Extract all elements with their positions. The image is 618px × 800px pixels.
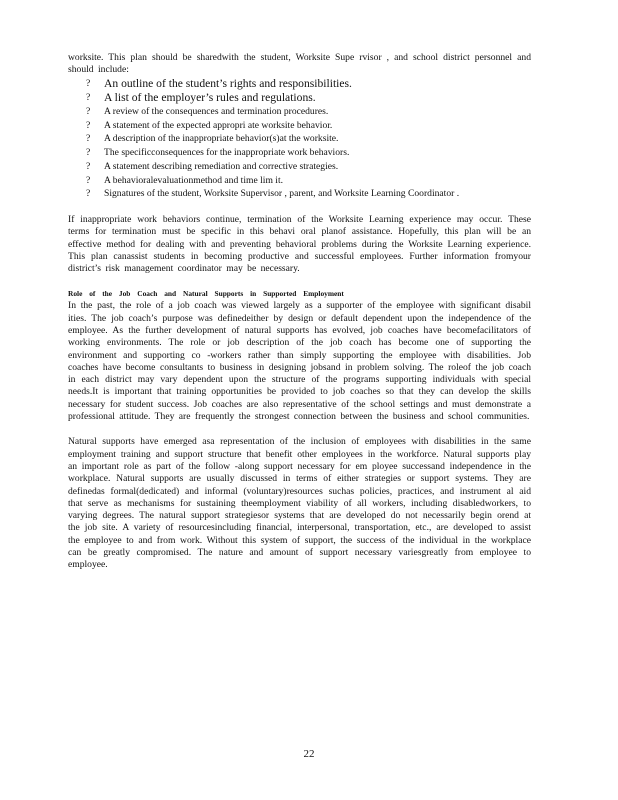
list-item-text: An outline of the student’s rights and responsibilities. — [104, 76, 352, 90]
bullet-marker: ? — [86, 77, 91, 89]
list-item-text: A behavioralevaluationmethod and time lim it. — [104, 174, 284, 186]
list-item — [68, 119, 531, 133]
list-item — [68, 174, 531, 188]
natural-supports-paragraph: Natural supports have emerged asa representation of the inclusion of employees with disabilities in the same employment training and support structure that benefit other employees in the workforce. Natural supports play an important role as part of the follow -along support necessary for em ployee successand independence in the workplace. Natural supports are usually discussed in terms of either strategies or support systems. They are definedas formal(dedicated) and informal (voluntary)resources suchas policies, practices, and instrument al aid that serve as mechanisms for sustaining theemployment viability of all workers, including disabledworkers, to varying degrees. The natural support strategiesor systems that are developed do not necessarily begin orend at the job site. A variety of resourcesincluding financial, interpersonal, transportation, etc., are developed to assist the employee to and from work. Without this system of support, the success of the individual in the workplace can be greatly compromised. The nature and amount of support necessary variesgreatly from employee to employee. — [68, 436, 531, 571]
requirements-list — [68, 77, 531, 201]
list-item — [68, 160, 531, 174]
list-item — [68, 91, 531, 105]
page-number: 22 — [303, 748, 315, 760]
bullet-marker: ? — [86, 91, 91, 103]
list-item-text: Signatures of the student, Worksite Supervisor , parent, and Worksite Learning Coordinator . — [104, 188, 460, 200]
bullet-marker: ? — [86, 119, 91, 131]
list-item — [68, 187, 531, 201]
bullet-marker: ? — [86, 174, 91, 186]
bullet-marker: ? — [86, 147, 91, 159]
termination-paragraph: If inappropriate work behaviors continue, termination of the Worksite Learning experience may occur. These terms for termination must be specific in this behavi oral planof assistance. Hopefully, this plan will be an effective method for dealing with and preventing behavioral problems during the Worksite Learning experience. This plan canassist students in becoming productive and successful employees. Further information fromyour district’s risk management coordinator may be necessary. — [68, 213, 531, 275]
list-item-text: The specificconsequences for the inappropriate work behaviors. — [104, 147, 350, 159]
list-item-text: A statement describing remediation and corrective strategies. — [104, 160, 339, 172]
bullet-marker: ? — [86, 106, 91, 117]
intro-paragraph: worksite. This plan should be sharedwith the student, Worksite Supe rvisor , and school district personnel and should include: — [68, 52, 531, 76]
bullet-marker: ? — [86, 160, 91, 172]
list-item-text: A description of the inappropriate behavior(s)at the worksite. — [104, 133, 339, 145]
bullet-marker: ? — [86, 188, 91, 200]
list-item — [68, 146, 531, 160]
document-page — [68, 52, 531, 572]
list-item-text: A list of the employer’s rules and regulations. — [104, 90, 316, 104]
job-coach-paragraph: In the past, the role of a job coach was viewed largely as a supporter of the employee with significant disabil ities. The job coach’s purpose was definedeither by design or default dependent upon the independence of the employee. As the further development of natural supports has evolved, job coaches have becomefacilitators of working environments. The role or job description of the job coach has become one of supporting the environment and supporting co -workers rather than simply supporting the employee with disabilities. Job coaches have become consultants to business in designing jobsand in problem solving. The roleof the job coach in each district may vary dependent upon the structure of the programs supporting individuals with special needs.It is important that training opportunities be provided to job coaches so that they can develop the skills necessary for student success. Job coaches are also representative of the school settings and must demonstrate a professional attitude. They are frequently the strongest connection between the business and school communities. — [68, 300, 531, 423]
list-item-text: A review of the consequences and termination procedures. — [104, 106, 329, 117]
list-item-text: A statement of the expected appropri ate worksite behavior. — [104, 119, 333, 131]
list-item — [68, 132, 531, 146]
section-heading: Role of the Job Coach and Natural Supports in Supported Employment — [68, 289, 344, 299]
list-item — [68, 77, 531, 91]
bullet-marker: ? — [86, 133, 91, 145]
list-item — [68, 105, 531, 119]
